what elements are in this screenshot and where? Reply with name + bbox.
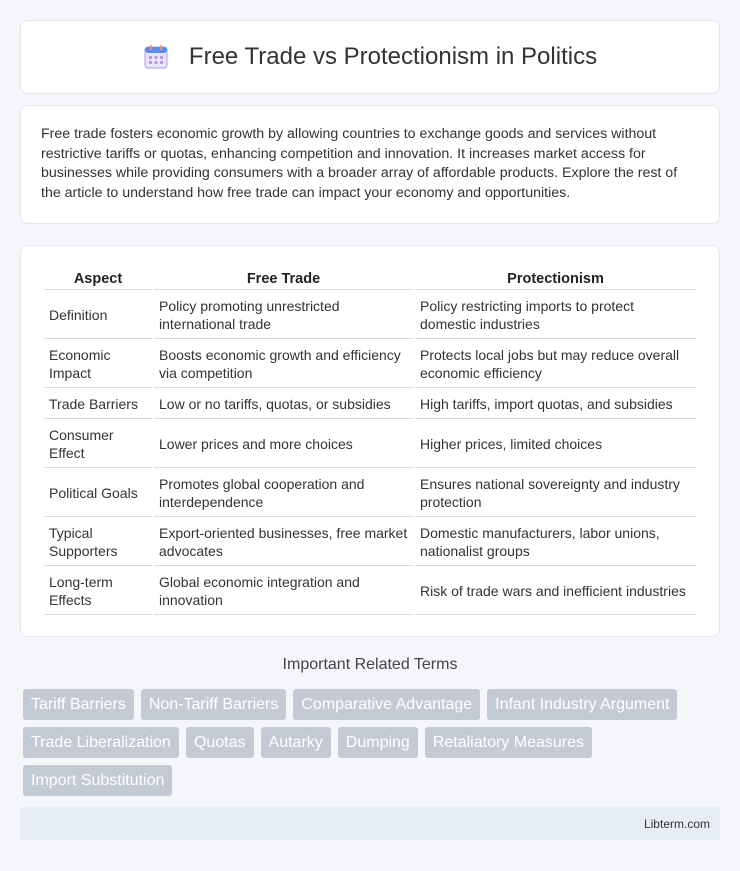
row-aspect-cell: Consumer Effect (44, 421, 152, 468)
row-protectionism-cell: Policy restricting imports to protect domestic industries (415, 292, 696, 339)
row-aspect-cell: Political Goals (44, 470, 152, 517)
term-tag[interactable]: Dumping (338, 727, 418, 758)
column-header-protectionism: Protectionism (415, 268, 696, 290)
term-tag[interactable]: Import Substitution (23, 765, 172, 796)
row-aspect-cell: Typical Supporters (44, 519, 152, 566)
row-free-trade-cell: Boosts economic growth and efficiency via competition (154, 341, 413, 388)
term-tag[interactable]: Autarky (261, 727, 331, 758)
term-tag[interactable]: Comparative Advantage (293, 689, 480, 720)
related-terms-list (23, 689, 703, 803)
term-tag[interactable]: Quotas (186, 727, 254, 758)
row-free-trade-cell: Global economic integration and innovation (154, 568, 413, 615)
table-row (44, 292, 696, 339)
table-row (44, 421, 696, 468)
row-aspect-cell: Economic Impact (44, 341, 152, 388)
column-header-aspect: Aspect (44, 268, 152, 290)
term-tag[interactable]: Trade Liberalization (23, 727, 179, 758)
row-protectionism-cell: Higher prices, limited choices (415, 421, 696, 468)
table-row (44, 519, 696, 566)
footer-site-link[interactable]: Libterm.com (643, 816, 710, 831)
row-free-trade-cell: Policy promoting unrestricted international trade (154, 292, 413, 339)
page-title: Free Trade vs Protectionism in Politics (188, 43, 598, 70)
row-aspect-cell: Long-term Effects (44, 568, 152, 615)
table-row (44, 341, 696, 388)
row-protectionism-cell: Protects local jobs but may reduce overall economic efficiency (415, 341, 696, 388)
calendar-icon (143, 44, 169, 70)
row-free-trade-cell: Promotes global cooperation and interdependence (154, 470, 413, 517)
column-header-free-trade: Free Trade (154, 268, 413, 290)
row-protectionism-cell: High tariffs, import quotas, and subsidies (415, 390, 696, 419)
row-aspect-cell: Definition (44, 292, 152, 339)
comparison-table-card (20, 245, 720, 637)
table-row (44, 470, 696, 517)
header-card (20, 20, 720, 94)
row-aspect-cell: Trade Barriers (44, 390, 152, 419)
table-row (44, 390, 696, 419)
row-free-trade-cell: Low or no tariffs, quotas, or subsidies (154, 390, 413, 419)
intro-card (20, 105, 720, 224)
row-protectionism-cell: Ensures national sovereignty and industry protection (415, 470, 696, 517)
table-row (44, 568, 696, 615)
comparison-table (42, 266, 698, 617)
row-protectionism-cell: Domestic manufacturers, labor unions, nationalist groups (415, 519, 696, 566)
table-header-row (44, 268, 696, 290)
term-tag[interactable]: Retaliatory Measures (425, 727, 592, 758)
row-free-trade-cell: Lower prices and more choices (154, 421, 413, 468)
term-tag[interactable]: Infant Industry Argument (487, 689, 677, 720)
row-protectionism-cell: Risk of trade wars and inefficient industries (415, 568, 696, 615)
term-tag[interactable]: Non-Tariff Barriers (141, 689, 287, 720)
term-tag[interactable]: Tariff Barriers (23, 689, 134, 720)
intro-paragraph: Free trade fosters economic growth by allowing countries to exchange goods and services without restrictive tariffs or quotas, enhancing competition and innovation. It increases market access for businesses while providing consumers with a broader array of affordable products. Explore the rest of the article to understand how free trade can impact your economy and opportunities. (41, 126, 678, 201)
footer (20, 807, 720, 840)
row-free-trade-cell: Export-oriented businesses, free market advocates (154, 519, 413, 566)
related-terms-heading: Important Related Terms (282, 656, 458, 673)
